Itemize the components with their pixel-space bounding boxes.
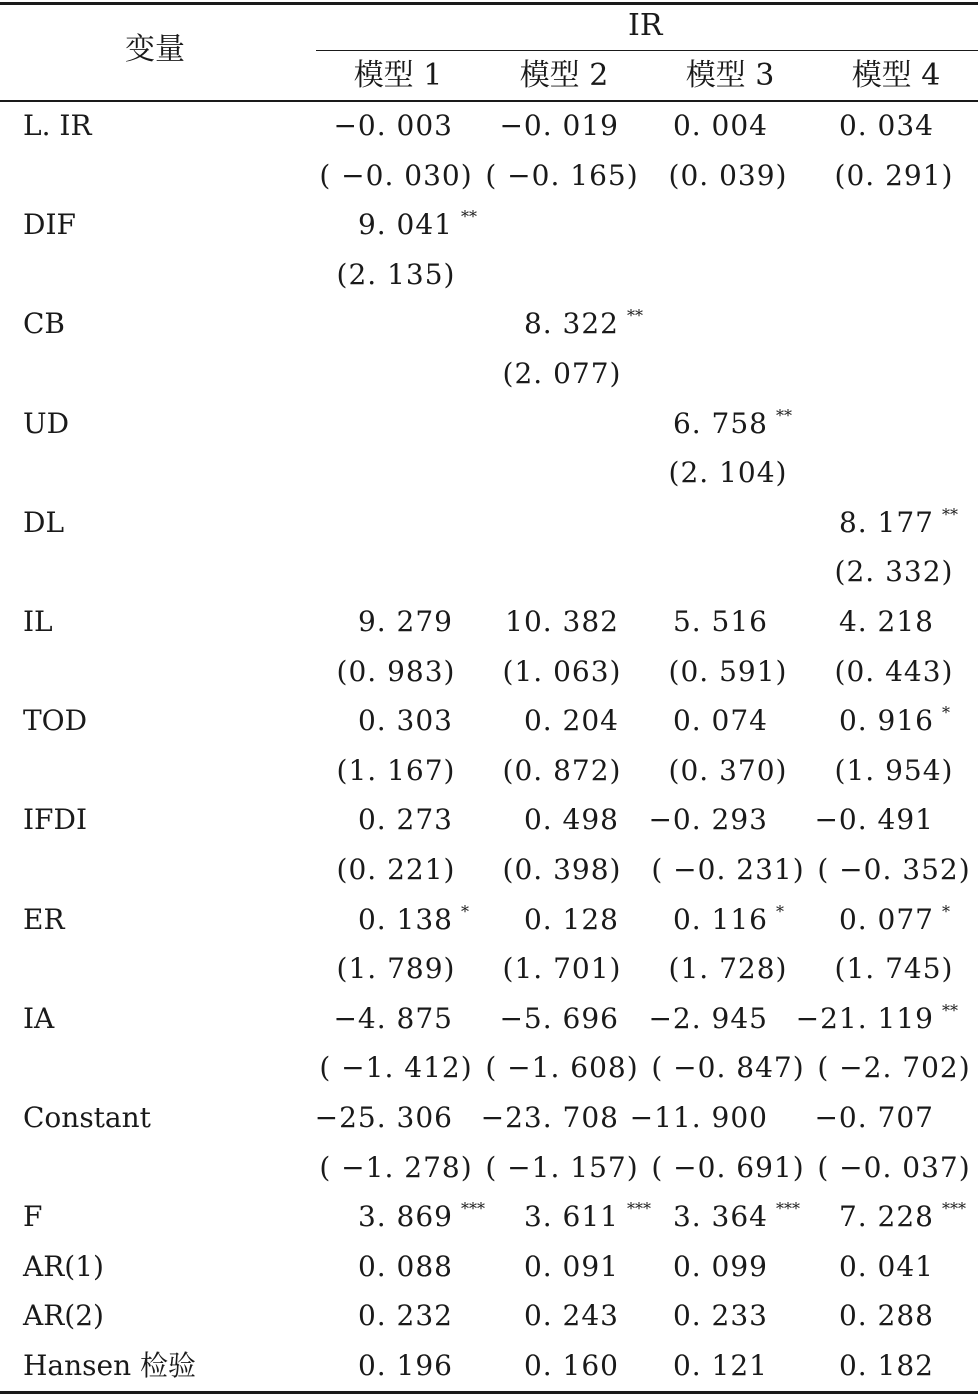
t-statistic-cell: (1. 789)	[336, 952, 456, 986]
top-rule	[0, 2, 978, 5]
t-statistic-cell: (1. 701)	[502, 952, 622, 986]
coefficient-cell: 0. 074	[672, 704, 768, 738]
coefficient-cell: 0. 128	[523, 902, 619, 936]
model-header-4: 模型 4	[851, 58, 941, 93]
variable-label: UD	[23, 406, 70, 440]
coefficient-cell: 0. 243	[523, 1299, 619, 1333]
statistic-label: F	[23, 1200, 43, 1234]
coefficient-cell: 3. 869	[357, 1200, 453, 1234]
coefficient-cell: 7. 228	[838, 1200, 934, 1234]
coefficient-cell: 0. 099	[672, 1249, 768, 1283]
model-header-1: 模型 1	[353, 58, 443, 93]
variable-label: ER	[23, 902, 65, 936]
variable-label: IA	[23, 1001, 55, 1035]
coefficient-cell: 0. 077	[838, 902, 934, 936]
coefficient-cell: −0. 491	[814, 803, 934, 837]
coefficient-cell: −21. 119	[795, 1001, 934, 1035]
t-statistic-cell: (0. 872)	[502, 753, 622, 787]
t-statistic-cell: (2. 077)	[502, 357, 622, 390]
t-statistic-cell: (2. 135)	[336, 257, 456, 291]
significance-stars: *	[942, 901, 950, 921]
coefficient-cell: −0. 003	[333, 109, 453, 142]
t-statistic-cell: (0. 291)	[834, 158, 954, 192]
statistic-label: Hansen 检验	[23, 1349, 197, 1382]
coefficient-cell: 0. 196	[357, 1349, 453, 1382]
significance-stars: ***	[942, 1199, 966, 1219]
coefficient-cell: −5. 696	[499, 1001, 619, 1035]
coefficient-cell: 5. 516	[672, 605, 768, 638]
t-statistic-cell: (0. 221)	[336, 853, 456, 886]
t-statistic-cell: (0. 983)	[336, 654, 456, 688]
variable-label: DL	[23, 505, 65, 539]
t-statistic-cell: ( −1. 157)	[485, 1150, 639, 1184]
t-statistic-cell: ( −0. 037)	[817, 1150, 971, 1184]
coefficient-cell: 0. 233	[672, 1299, 768, 1333]
t-statistic-cell: (1. 745)	[834, 952, 954, 986]
coefficient-cell: 0. 116	[672, 902, 768, 936]
header-rule	[0, 100, 978, 102]
coefficient-cell: 0. 091	[523, 1249, 619, 1283]
significance-stars: *	[776, 901, 784, 921]
t-statistic-cell: (0. 443)	[834, 654, 954, 688]
variable-label: IFDI	[23, 803, 87, 837]
statistic-label: AR(1)	[23, 1249, 104, 1283]
coefficient-cell: 8. 322	[523, 307, 619, 341]
significance-stars: ***	[776, 1199, 800, 1219]
t-statistic-cell: ( −0. 165)	[485, 158, 639, 192]
coefficient-cell: 0. 088	[357, 1249, 453, 1283]
t-statistic-cell: (2. 104)	[668, 456, 788, 490]
coefficient-cell: 4. 218	[838, 605, 934, 638]
variable-label: IL	[23, 605, 53, 638]
t-statistic-cell: (2. 332)	[834, 555, 954, 589]
significance-stars: **	[942, 504, 958, 524]
bottom-rule	[0, 1391, 978, 1394]
t-statistic-cell: (0. 039)	[668, 158, 788, 192]
model-header-2: 模型 2	[519, 58, 609, 93]
variable-label: TOD	[23, 704, 88, 738]
coefficient-cell: −0. 019	[499, 109, 619, 142]
significance-stars: **	[627, 306, 643, 326]
variable-label: CB	[23, 307, 65, 341]
t-statistic-cell: (1. 167)	[336, 753, 456, 787]
variable-header: 变量	[125, 32, 185, 67]
group-rule	[316, 50, 978, 51]
coefficient-cell: −25. 306	[314, 1101, 453, 1134]
t-statistic-cell: (0. 591)	[668, 654, 788, 688]
t-statistic-cell: (1. 728)	[668, 952, 788, 986]
coefficient-cell: 0. 138	[357, 902, 453, 936]
variable-label: L. IR	[23, 109, 92, 142]
coefficient-cell: 3. 364	[672, 1200, 768, 1234]
coefficient-cell: 3. 611	[523, 1200, 619, 1234]
significance-stars: *	[942, 703, 950, 723]
coefficient-cell: 0. 041	[838, 1249, 934, 1283]
significance-stars: ***	[627, 1199, 651, 1219]
t-statistic-cell: ( −0. 030)	[319, 158, 473, 192]
variable-label: DIF	[23, 208, 76, 242]
coefficient-cell: 10. 382	[505, 605, 619, 638]
coefficient-cell: 0. 916	[838, 704, 934, 738]
model-header-3: 模型 3	[685, 58, 775, 93]
t-statistic-cell: (0. 370)	[668, 753, 788, 787]
group-header: IR	[628, 8, 663, 43]
significance-stars: **	[942, 1000, 958, 1020]
significance-stars: *	[461, 901, 469, 921]
coefficient-cell: 0. 303	[357, 704, 453, 738]
coefficient-cell: 0. 004	[672, 109, 768, 142]
coefficient-cell: −2. 945	[648, 1001, 768, 1035]
coefficient-cell: 0. 121	[672, 1349, 768, 1382]
t-statistic-cell: (1. 954)	[834, 753, 954, 787]
coefficient-cell: 0. 160	[523, 1349, 619, 1382]
t-statistic-cell: (0. 398)	[502, 853, 622, 886]
coefficient-cell: 6. 758	[672, 406, 768, 440]
t-statistic-cell: ( −1. 412)	[319, 1051, 473, 1085]
statistic-label: AR(2)	[23, 1299, 104, 1333]
t-statistic-cell: ( −1. 608)	[485, 1051, 639, 1085]
coefficient-cell: 0. 288	[838, 1299, 934, 1333]
coefficient-cell: 9. 041	[357, 208, 453, 242]
t-statistic-cell: ( −0. 847)	[651, 1051, 805, 1085]
coefficient-cell: 8. 177	[838, 505, 934, 539]
coefficient-cell: 0. 204	[523, 704, 619, 738]
t-statistic-cell: ( −0. 231)	[651, 853, 805, 886]
t-statistic-cell: (1. 063)	[502, 654, 622, 688]
variable-label: Constant	[23, 1101, 151, 1134]
t-statistic-cell: ( −0. 691)	[651, 1150, 805, 1184]
coefficient-cell: −0. 707	[814, 1101, 934, 1134]
coefficient-cell: 0. 273	[357, 803, 453, 837]
coefficient-cell: −4. 875	[333, 1001, 453, 1035]
coefficient-cell: −11. 900	[629, 1101, 768, 1134]
coefficient-cell: −0. 293	[648, 803, 768, 837]
significance-stars: **	[776, 405, 792, 425]
significance-stars: **	[461, 207, 477, 227]
t-statistic-cell: ( −0. 352)	[817, 853, 971, 886]
t-statistic-cell: ( −2. 702)	[817, 1051, 971, 1085]
coefficient-cell: 9. 279	[357, 605, 453, 638]
t-statistic-cell: ( −1. 278)	[319, 1150, 473, 1184]
coefficient-cell: −23. 708	[480, 1101, 619, 1134]
coefficient-cell: 0. 182	[838, 1349, 934, 1382]
coefficient-cell: 0. 498	[523, 803, 619, 837]
significance-stars: ***	[461, 1199, 485, 1219]
coefficient-cell: 0. 034	[838, 109, 934, 142]
coefficient-cell: 0. 232	[357, 1299, 453, 1333]
